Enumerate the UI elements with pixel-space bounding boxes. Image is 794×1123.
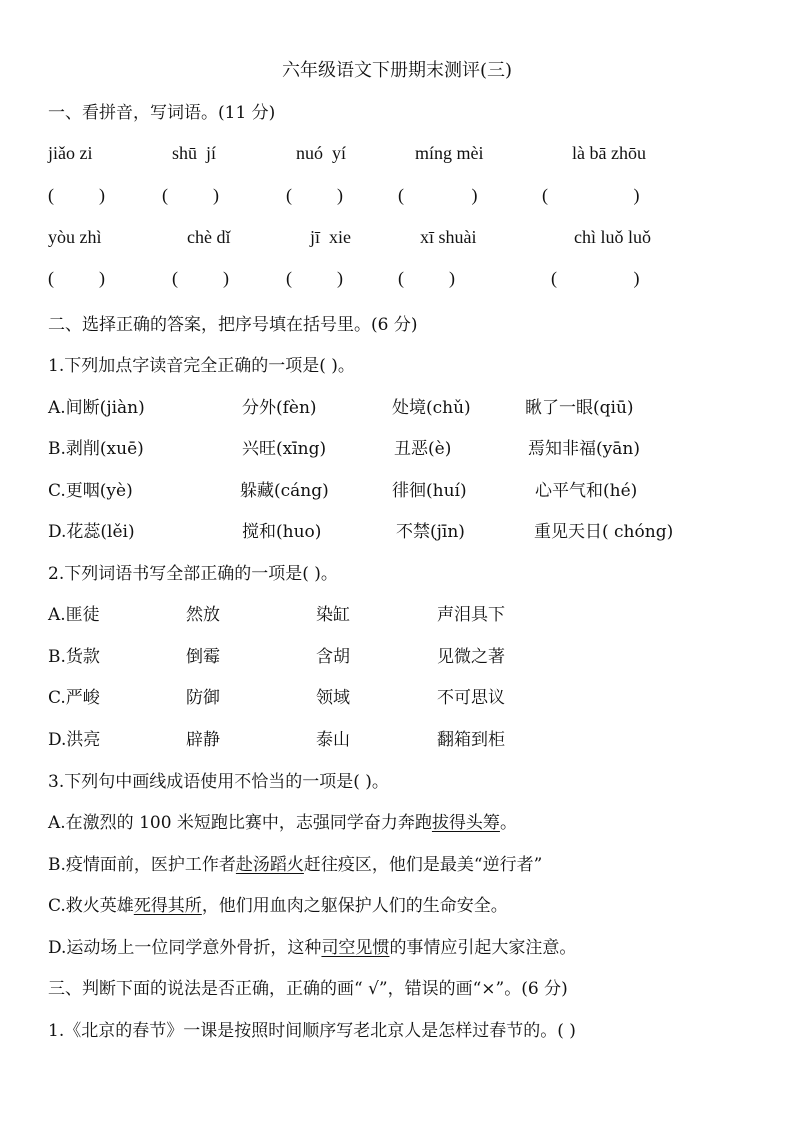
pinyin-item: chì luǒ luǒ [574,227,651,247]
option-text: D.运动场上一位同学意外骨折，这种 [48,938,322,958]
option-text: 防御 [186,688,220,708]
option-text: 染缸 [316,605,350,625]
pinyin-item: nuó yí [296,143,347,163]
option-text: B.疫情面前，医护工作者 [48,855,236,875]
option-text: 丑恶(è) [394,439,452,459]
answer-blank[interactable]: ( ) [286,268,343,288]
underlined-idiom: 拔得头筹 [431,813,500,833]
pinyin-item: shū jí [172,143,217,163]
answer-blank[interactable]: ( ) [48,268,105,288]
option-text: 。 [499,813,517,833]
option-text: 焉知非福(yān) [528,439,640,459]
option-text: 兴旺(xīng) [242,439,327,459]
option-text: 赶往疫区，他们是最美“逆行者” [303,855,543,875]
underlined-idiom: 死得其所 [133,896,202,916]
section-2-heading: 二、选择正确的答案，把序号填在括号里。(6 分) [48,315,418,335]
option-text: 的事情应引起大家注意。 [389,938,577,958]
option-text: 分外(fèn) [242,398,317,418]
option-text: 然放 [186,605,220,625]
option-text: C.救火英雄 [48,896,134,916]
answer-blank[interactable]: ( ) [286,185,343,205]
answer-blank[interactable]: ( ) [398,268,455,288]
option-text: 含胡 [316,647,350,667]
answer-blank[interactable]: ( ) [551,268,640,288]
option-text: 躲藏(cáng) [240,481,329,501]
option-text: B.剥削(xuē) [48,439,144,459]
option-text: 心平气和(hé) [535,481,638,501]
option-text: 不可思议 [437,688,505,708]
underlined-idiom: 司空见惯 [321,938,390,958]
pinyin-item: míng mèi [415,143,484,163]
pinyin-item: chè dǐ [187,227,231,247]
q2-3-option-b [48,850,542,875]
option-text: 重见天日( chóng) [534,522,674,542]
option-text: 瞅了一眼(qiū) [525,398,634,418]
option-text: C.严峻 [48,688,100,708]
option-text: 翻箱到柜 [437,730,505,750]
answer-blank[interactable]: ( ) [172,268,229,288]
option-text: 徘徊(huí) [392,481,467,501]
option-text: A.匪徒 [48,605,100,625]
pinyin-item: yòu zhì [48,227,102,247]
answer-blank[interactable]: ( ) [48,185,105,205]
option-text: D.花蕊(lěi) [48,522,135,542]
option-text: 见微之著 [437,647,505,667]
pinyin-item: xī shuài [420,227,477,247]
option-text: D.洪亮 [48,730,101,750]
option-text: 声泪具下 [437,605,505,625]
underlined-idiom: 赴汤蹈火 [235,855,304,875]
option-text: B.货款 [48,647,100,667]
question-2-1-stem: 1.下列加点字读音完全正确的一项是( )。 [48,356,355,376]
option-text: ，他们用血肉之躯保护人们的生命安全。 [201,896,508,916]
q2-3-option-c [48,891,508,916]
question-2-2-stem: 2.下列词语书写全部正确的一项是( )。 [48,564,338,584]
answer-blank[interactable]: ( ) [398,185,478,205]
option-text: 领域 [316,688,350,708]
option-text: 泰山 [316,730,350,750]
option-text: 处境(chǔ) [392,398,471,418]
pinyin-item: jiǎo zi [48,143,93,163]
page-title: 六年级语文下册期末测评(三) [281,60,513,81]
option-text: 倒霉 [186,647,220,667]
pinyin-item: là bā zhōu [572,143,646,163]
pinyin-item: jī xie [310,227,351,247]
question-3-1: 1.《北京的春节》一课是按照时间顺序写老北京人是怎样过春节的。( ) [48,1021,576,1041]
q2-3-option-a [48,808,517,833]
section-3-heading: 三、判断下面的说法是否正确，正确的画“ √”，错误的画“×”。(6 分) [48,979,568,999]
q2-3-option-d [48,933,576,958]
option-text: 搅和(huo) [242,522,322,542]
option-text: C.更咽(yè) [48,481,133,501]
question-2-3-stem: 3.下列句中画线成语使用不恰当的一项是( )。 [48,772,389,792]
section-1-heading: 一、看拼音，写词语。(11 分) [48,103,276,123]
option-text: A.间断(jiàn) [48,398,145,418]
option-text: 辟静 [186,730,220,750]
option-text: A.在激烈的 100 米短跑比赛中，志强同学奋力奔跑 [48,813,432,833]
answer-blank[interactable]: ( ) [162,185,219,205]
option-text: 不禁(jīn) [396,522,465,542]
answer-blank[interactable]: ( ) [542,185,640,205]
